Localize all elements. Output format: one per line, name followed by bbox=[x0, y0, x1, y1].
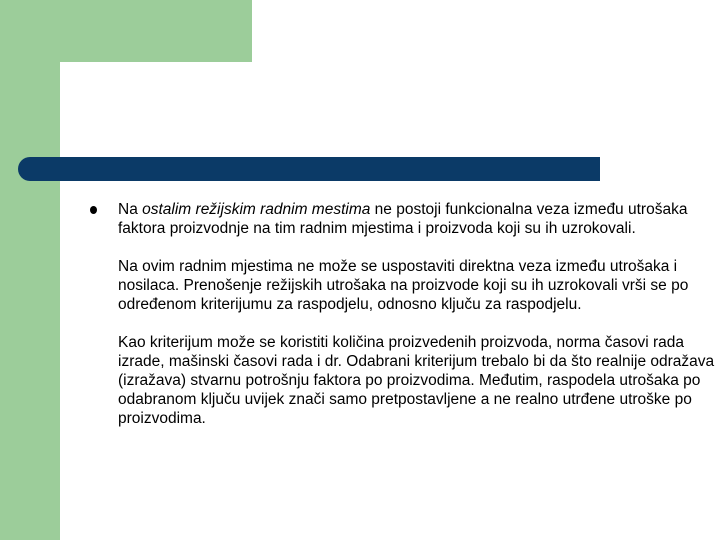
title-bar bbox=[18, 157, 600, 181]
paragraph-2: Na ovim radnim mjestima ne može se uspostaviti direktna veza između utrošaka i nosilaca. Prenošenje režijskih utrošaka na proizvode koji su ih uzrokovali vrši se po određenom kriterijumu za raspodjelu, odnosno ključu za raspodjelu. bbox=[118, 258, 689, 313]
green-top-block bbox=[0, 0, 252, 62]
text-item-3 bbox=[88, 333, 718, 428]
paragraph-1-after: ne postoji funkcionalna veza između utrošaka faktora proizvodnje na tim radnim mjestima i proizvoda koji su ih uzrokovali. bbox=[118, 201, 688, 237]
paragraph-1 bbox=[118, 200, 718, 238]
bullet-dot-icon bbox=[90, 206, 97, 214]
green-side-band bbox=[0, 0, 60, 540]
paragraph-3: Kao kriterijum može se koristiti količina proizvedenih proizvoda, norma časovi rada izrade, mašinski časovi rada i dr. Odabrani kriterijum trebalo bi da što realnije odražava (izražava) stvarnu potrošnju faktora po proizvodima. Međutim, raspodela utrošaka po odabranom ključu uvijek znači samo pretpostavljene a ne realno utrđene utroške po proizvodima. bbox=[118, 334, 715, 427]
slide-body bbox=[88, 200, 718, 428]
paragraph-1-emphasis: ostalim režijskim radnim mestima bbox=[142, 201, 371, 218]
bullet-item-1 bbox=[88, 200, 718, 238]
paragraph-1-before: Na bbox=[118, 201, 143, 218]
text-item-2 bbox=[88, 257, 718, 314]
